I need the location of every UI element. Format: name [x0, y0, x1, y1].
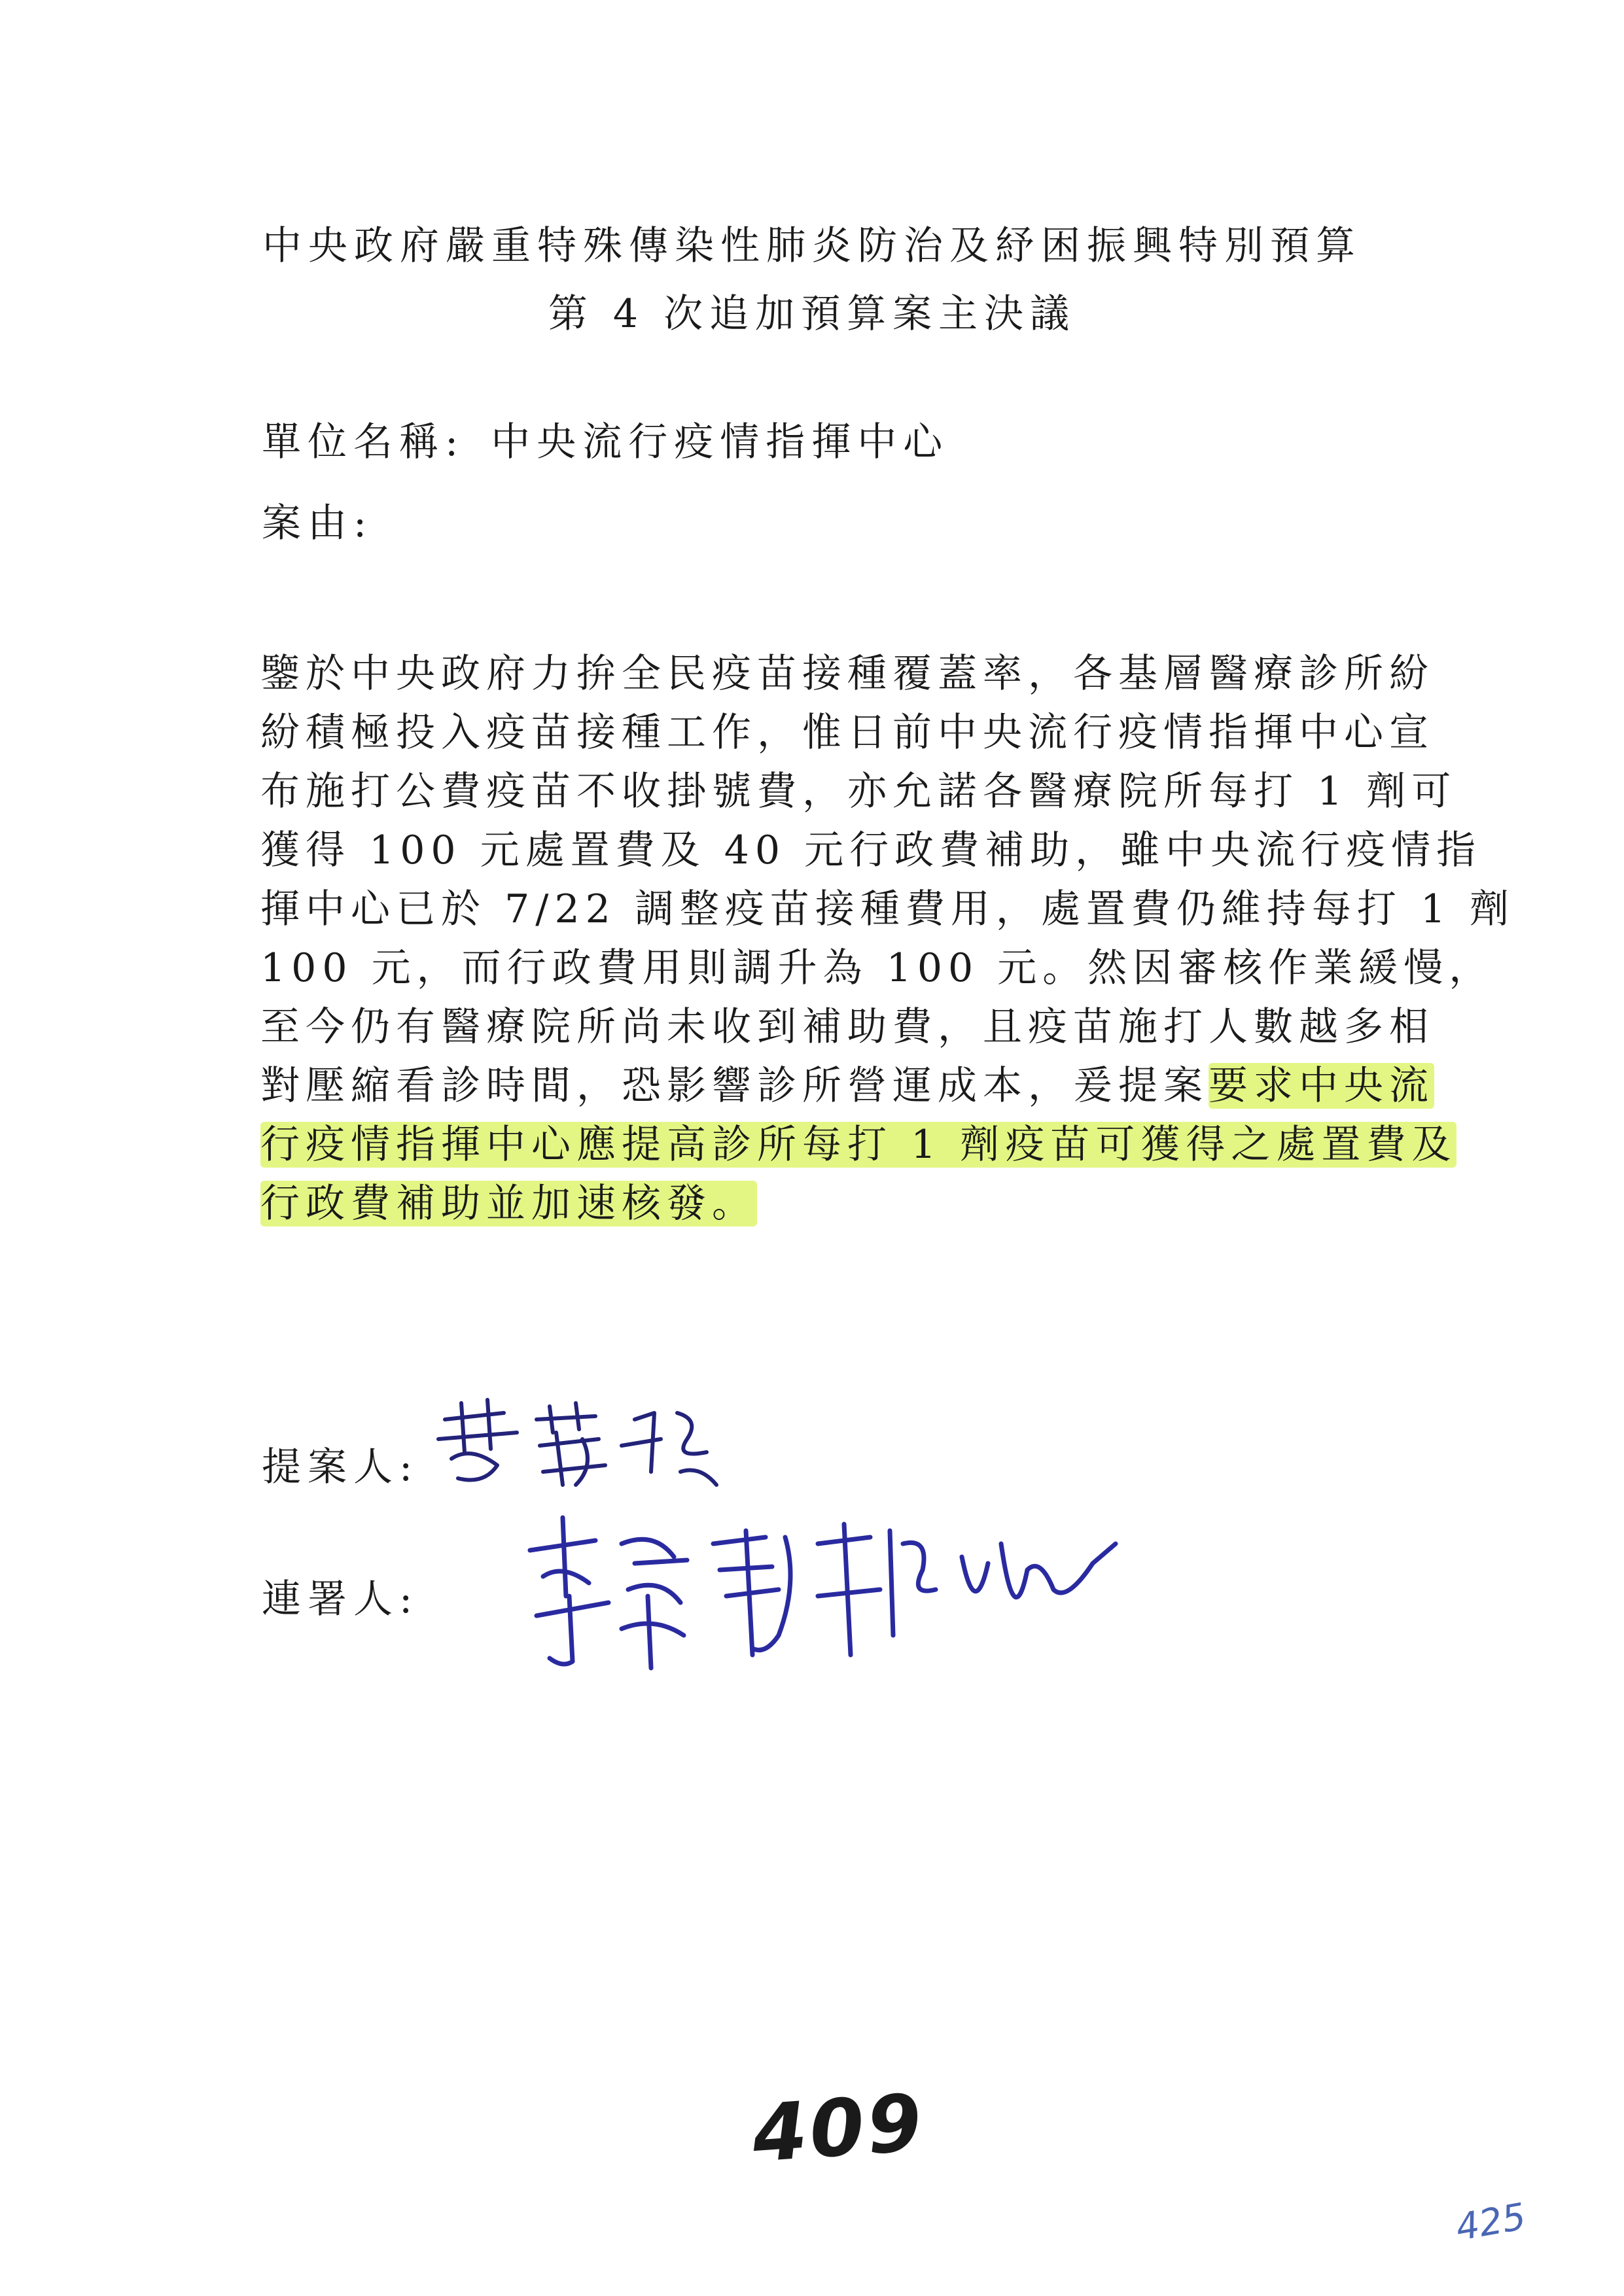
cosigner-label: 連署人: — [262, 1576, 419, 1622]
highlighted-line — [260, 1181, 757, 1226]
body-line: 100 元，而行政費用則調升為 100 元。然因審核作業緩慢， — [260, 945, 1494, 991]
unit-label: 單位名稱: — [262, 419, 465, 465]
body-line: 紛積極投入疫苗接種工作，惟日前中央流行疫情指揮中心宣 — [260, 710, 1434, 756]
highlighted-text: 行疫情指揮中心應提高診所每打 1 劑疫苗可獲得之處置費及 — [260, 1122, 1457, 1168]
unit-row — [262, 419, 949, 465]
body-line: 鑒於中央政府力拚全民疫苗接種覆蓋率，各基層醫療診所紛 — [260, 651, 1434, 697]
proposer-signature — [425, 1393, 739, 1505]
body-line-with-highlight — [260, 1063, 1434, 1109]
proposer-label: 提案人: — [262, 1444, 419, 1490]
reason-label: 案由: — [262, 500, 374, 546]
cosigner-signatures — [504, 1505, 1132, 1681]
unit-value: 中央流行疫情指揮中心 — [491, 419, 949, 465]
body-line: 布施打公費疫苗不收掛號費，亦允諾各醫療院所每打 1 劑可 — [260, 769, 1457, 814]
body-line: 對壓縮看診時間，恐影響診所營運成本，爰提案 — [260, 1063, 1209, 1109]
highlighted-text: 行政費補助並加速核發。 — [260, 1181, 757, 1226]
body-line: 至今仍有醫療院所尚未收到補助費，且疫苗施打人數越多相 — [260, 1004, 1434, 1050]
highlighted-text: 要求中央流 — [1209, 1063, 1434, 1109]
body-line: 揮中心已於 7/22 調整疫苗接種費用，處置費仍維持每打 1 劑 — [260, 886, 1515, 932]
body-line: 獲得 100 元處置費及 40 元行政費補助，雖中央流行疫情指 — [260, 827, 1482, 873]
highlighted-line — [260, 1122, 1457, 1168]
document-title-line-1: 中央政府嚴重特殊傳染性肺炎防治及紓困振興特別預算 — [262, 223, 1362, 269]
document-title-line-2: 第 4 次追加預算案主決議 — [548, 291, 1076, 337]
